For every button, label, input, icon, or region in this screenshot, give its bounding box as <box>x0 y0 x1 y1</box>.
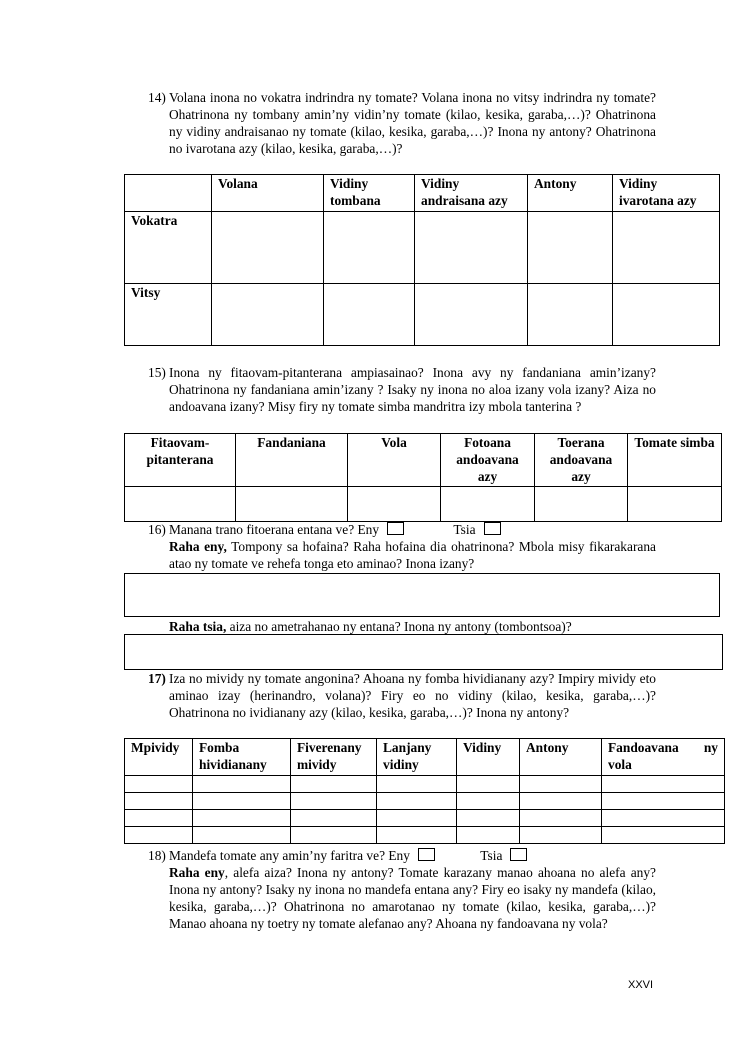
if-yes-instruction <box>169 864 656 932</box>
question-text: Volana inona no vokatra indrindra ny tomate? Volana inona no vitsy indrindra ny tomate? Ohatrinona ny tombany amin’ny vidin’ny tomate (kilao, kesika, garaba,…)? Ohatrinona ny vidiny andraisanao ny tomate (kilao, kesika, garaba,…)? Inona ny antony? Ohatrinona no ivarotana azy (kilao, kesika, garaba,…)? <box>169 90 656 156</box>
table-cell[interactable] <box>520 793 602 810</box>
table-cell[interactable] <box>193 776 291 793</box>
table-cell[interactable] <box>377 776 457 793</box>
table-cell[interactable] <box>528 212 613 284</box>
table-row <box>125 810 725 827</box>
table-cell[interactable] <box>377 810 457 827</box>
table-header: Fomba hividianany <box>193 739 291 776</box>
table-header: Mpividy <box>125 739 193 776</box>
table-cell[interactable] <box>441 487 535 522</box>
question-16 <box>148 521 656 538</box>
table-cell[interactable] <box>125 810 193 827</box>
table-cell[interactable] <box>324 284 415 346</box>
if-yes-instruction <box>169 538 656 572</box>
table-cell[interactable] <box>602 810 725 827</box>
table-header: Vidiny tombana <box>324 175 415 212</box>
table-header: Fotoana andoavana azy <box>441 434 535 487</box>
question-number: 16) <box>148 522 166 537</box>
table-header: Vidiny andraisana azy <box>415 175 528 212</box>
question-text: Inona ny fitaovam-pitanterana ampiasainao? Inona avy ny fandaniana amin’izany? Ohatrinona ny fandaniana amin’izany ? Isaky ny inona no aloa izany vola izany? Aiza no andoavana izany? Misy firy ny tomate simba mandritra izy mbola tanterina ? <box>169 365 656 414</box>
table-row <box>125 776 725 793</box>
table-cell[interactable] <box>415 212 528 284</box>
table-cell[interactable] <box>520 810 602 827</box>
answer-box-no[interactable] <box>124 634 723 670</box>
question-text: Manana trano fitoerana entana ve? Eny <box>169 522 380 537</box>
table-header: Antony <box>520 739 602 776</box>
table-cell[interactable] <box>193 827 291 844</box>
no-label: Tsia <box>453 522 476 537</box>
if-no-instruction <box>169 618 656 635</box>
table-cell[interactable] <box>377 827 457 844</box>
table-header: Lanjany vidiny <box>377 739 457 776</box>
question-18 <box>148 847 656 864</box>
page-number: XXVI <box>628 979 654 991</box>
table-header: Toerana andoavana azy <box>535 434 628 487</box>
table-cell[interactable] <box>613 284 720 346</box>
table-row <box>125 212 720 284</box>
table-row <box>125 284 720 346</box>
table-cell[interactable] <box>125 793 193 810</box>
table-q15 <box>124 433 722 522</box>
table-q14 <box>124 174 720 346</box>
table-q17 <box>124 738 725 844</box>
table-cell[interactable] <box>457 810 520 827</box>
table-row <box>125 487 722 522</box>
table-cell[interactable] <box>291 810 377 827</box>
table-cell[interactable] <box>535 487 628 522</box>
no-checkbox[interactable] <box>484 522 501 535</box>
question-14 <box>148 89 656 157</box>
table-header: Fandoavana ny vola <box>602 739 725 776</box>
table-header: Vidiny <box>457 739 520 776</box>
table-row <box>125 827 725 844</box>
table-header: Fiverenany mividy <box>291 739 377 776</box>
table-header: Volana <box>212 175 324 212</box>
table-cell[interactable] <box>291 793 377 810</box>
table-header <box>125 175 212 212</box>
table-cell[interactable] <box>457 827 520 844</box>
question-15 <box>148 364 656 415</box>
no-label: Tsia <box>480 848 503 863</box>
question-text: Mandefa tomate any amin’ny faritra ve? Eny <box>169 848 410 863</box>
table-cell[interactable] <box>125 827 193 844</box>
row-label: Vokatra <box>125 212 212 284</box>
table-cell[interactable] <box>193 793 291 810</box>
table-cell[interactable] <box>348 487 441 522</box>
table-cell[interactable] <box>212 212 324 284</box>
table-header: Vidiny ivarotana azy <box>613 175 720 212</box>
table-header: Vola <box>348 434 441 487</box>
question-number: 14) <box>148 90 166 105</box>
table-cell[interactable] <box>324 212 415 284</box>
question-number: 18) <box>148 848 166 863</box>
table-cell[interactable] <box>457 793 520 810</box>
table-cell[interactable] <box>236 487 348 522</box>
table-cell[interactable] <box>377 793 457 810</box>
table-cell[interactable] <box>528 284 613 346</box>
if-yes-label: Raha eny <box>169 865 225 880</box>
if-yes-label: Raha eny, <box>169 539 227 554</box>
table-cell[interactable] <box>415 284 528 346</box>
question-17 <box>148 670 656 721</box>
table-cell[interactable] <box>125 487 236 522</box>
table-cell[interactable] <box>125 776 193 793</box>
table-cell[interactable] <box>291 776 377 793</box>
table-cell[interactable] <box>602 776 725 793</box>
table-header: Fandaniana <box>236 434 348 487</box>
table-cell[interactable] <box>520 776 602 793</box>
table-header: Fitaovam-pitanterana <box>125 434 236 487</box>
table-row <box>125 793 725 810</box>
yes-checkbox[interactable] <box>387 522 404 535</box>
question-number: 15) <box>148 365 166 380</box>
table-cell[interactable] <box>212 284 324 346</box>
answer-box-yes[interactable] <box>124 573 720 617</box>
table-cell[interactable] <box>613 212 720 284</box>
question-text: Iza no mividy ny tomate angonina? Ahoana ny fomba hividianany azy? Impiry mividy eto aminao izay (herinandro, volana)? Firy eo no vidiny (kilao, kesika, garaba,…)? Ohatrinona no ividianany azy (kilao, kesika, garaba,…)? Inona ny antony? <box>169 671 656 720</box>
table-cell[interactable] <box>602 793 725 810</box>
table-cell[interactable] <box>291 827 377 844</box>
row-label: Vitsy <box>125 284 212 346</box>
question-number: 17) <box>148 671 166 686</box>
table-header: Tomate simba <box>628 434 722 487</box>
table-cell[interactable] <box>628 487 722 522</box>
table-header: Antony <box>528 175 613 212</box>
no-checkbox[interactable] <box>510 848 527 861</box>
if-yes-text: Tompony sa hofaina? Raha hofaina dia ohatrinona? Mbola misy fikarakarana atao ny tomate ve rehefa tonga eto aminao? Inona izany? <box>169 539 656 571</box>
if-yes-text: , alefa aiza? Inona ny antony? Tomate karazany manao ahoana no alefa any? Inona ny antony? Isaky ny inona no mandefa entana any? Firy eo isaky ny mandefa (kilao, kesika, garaba,…)? Ohatrinona no amarotanao ny tomate (kilao, kesika, garaba,…)? Manao ahoana ny toetry ny tomate alefanao any? Ahoana ny fandoavana ny vola? <box>169 865 656 931</box>
table-cell[interactable] <box>193 810 291 827</box>
if-no-text: aiza no ametrahanao ny entana? Inona ny antony (tombontsoa)? <box>226 619 572 634</box>
yes-checkbox[interactable] <box>418 848 435 861</box>
table-cell[interactable] <box>602 827 725 844</box>
if-no-label: Raha tsia, <box>169 619 227 634</box>
table-cell[interactable] <box>457 776 520 793</box>
table-cell[interactable] <box>520 827 602 844</box>
